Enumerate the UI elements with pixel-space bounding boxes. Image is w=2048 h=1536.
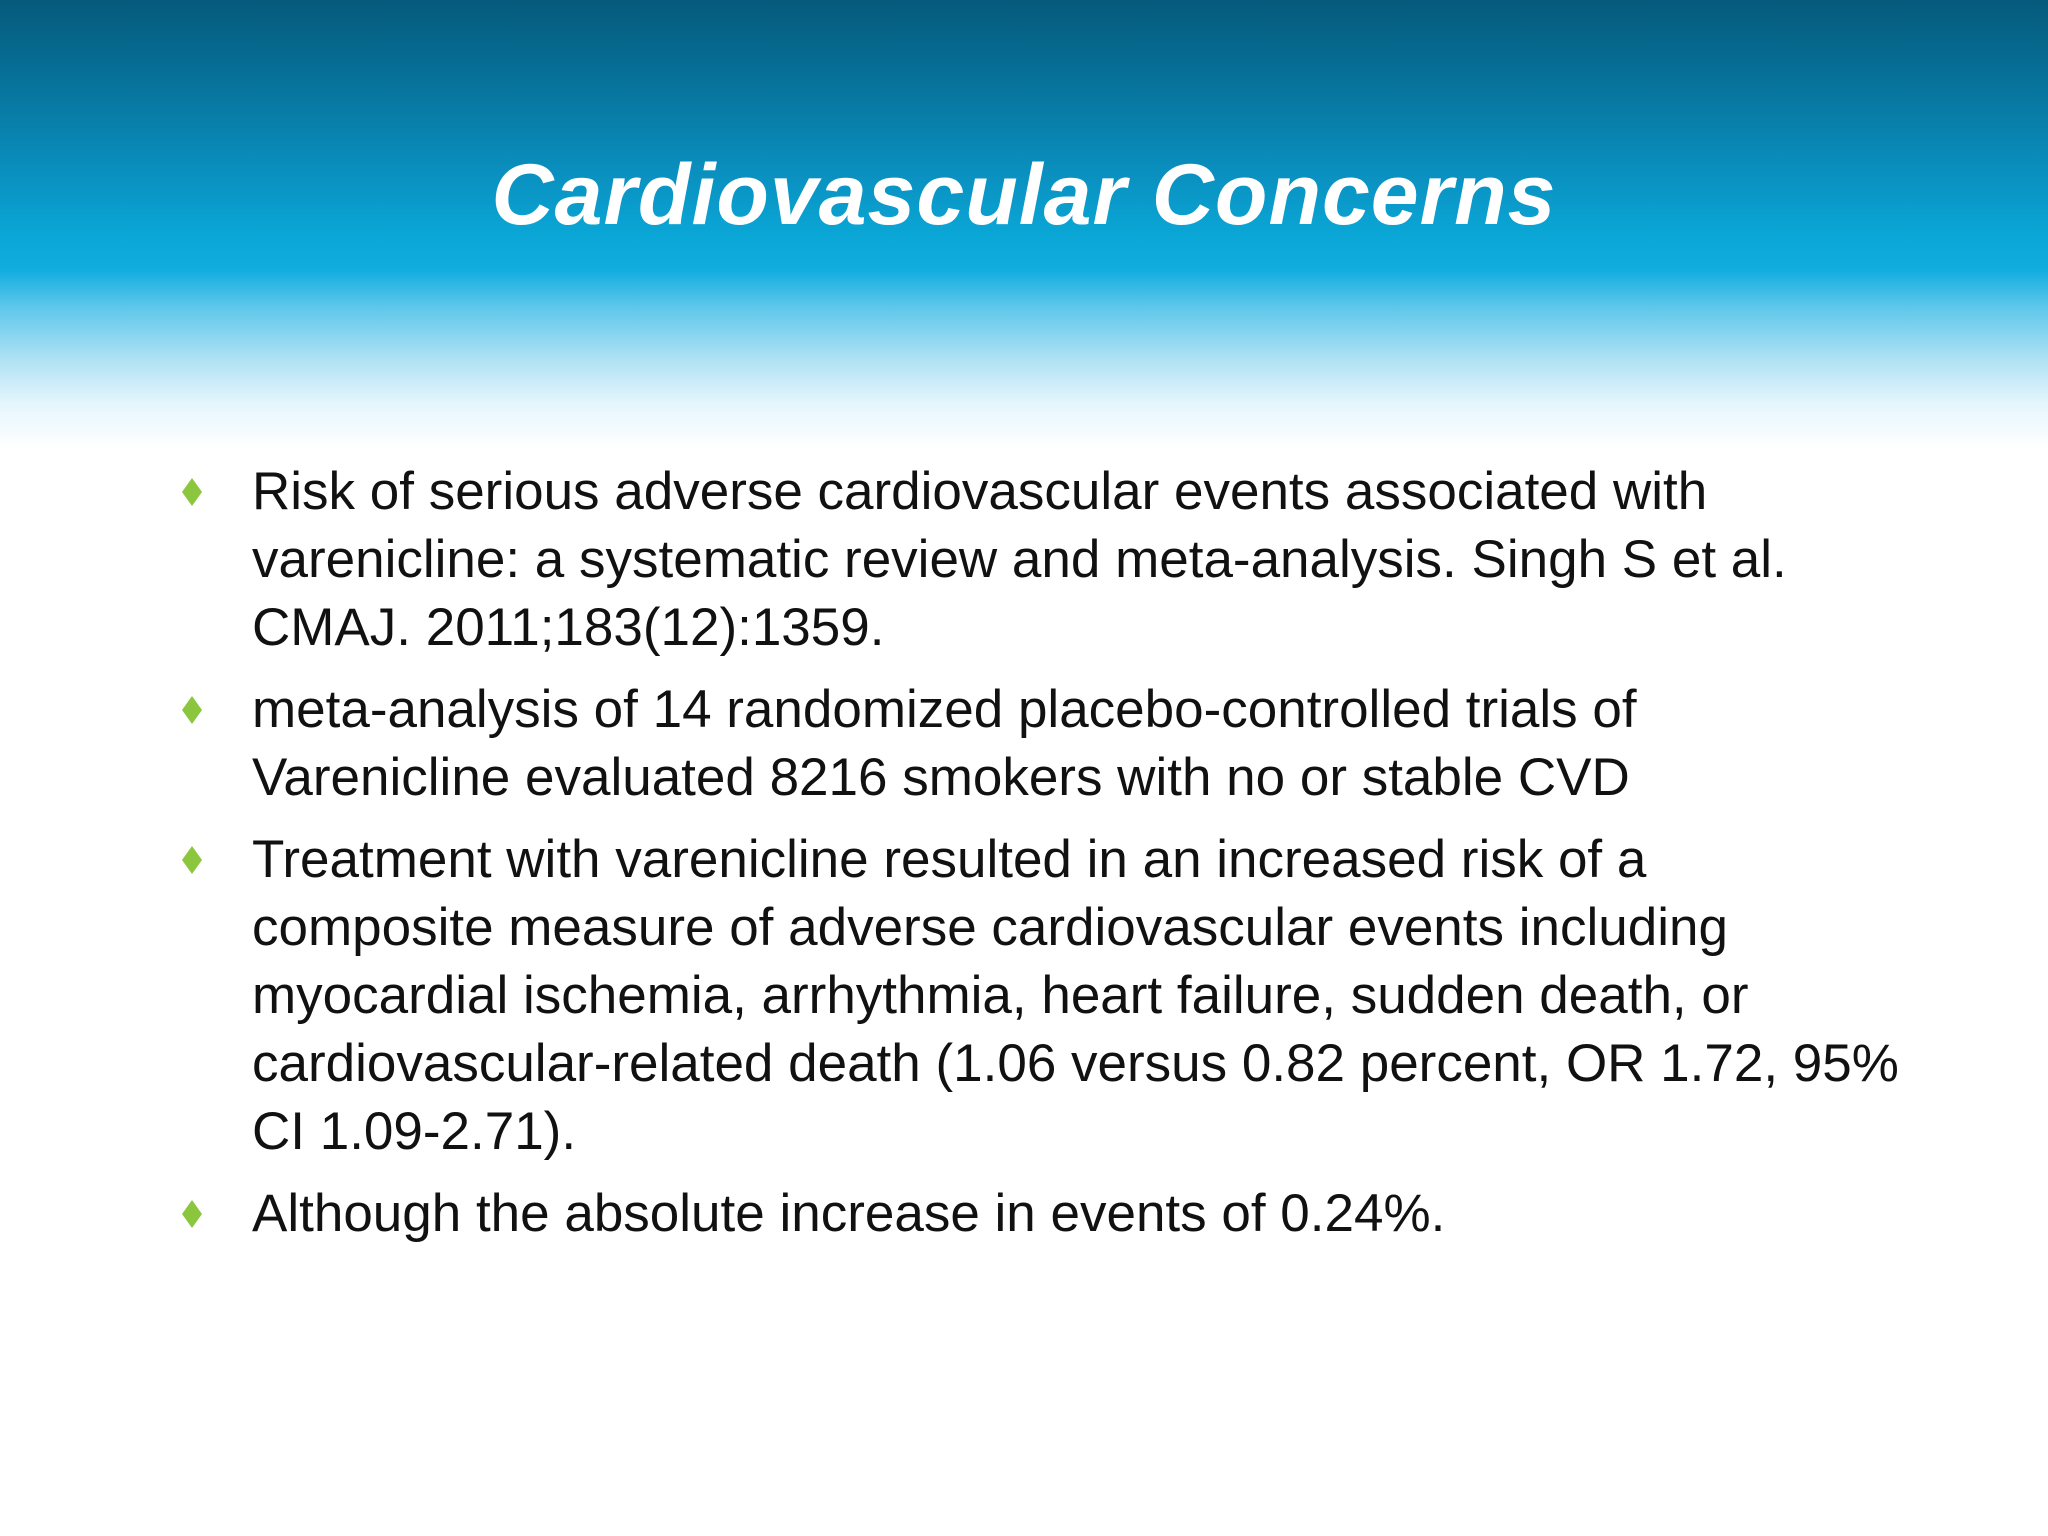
bullet-list bbox=[180, 458, 1900, 1262]
bullet-text: meta-analysis of 14 randomized placebo-controlled trials of Varenicline evaluated 8216 smokers with no or stable CVD bbox=[252, 680, 1637, 807]
bullet-item bbox=[180, 826, 1900, 1166]
bullet-text: Although the absolute increase in events of 0.24%. bbox=[252, 1184, 1446, 1243]
bullet-item bbox=[180, 1180, 1900, 1248]
green-diamond-icon bbox=[182, 846, 202, 874]
green-diamond-icon bbox=[182, 478, 202, 506]
bullet-item bbox=[180, 458, 1900, 662]
bullet-item bbox=[180, 676, 1900, 812]
bullet-text: Treatment with varenicline resulted in an increased risk of a composite measure of adverse cardiovascular events including myocardial ischemia, arrhythmia, heart failure, sudden death, or cardiovascular-related death (1.06 versus 0.82 percent, OR 1.72, 95% CI 1.09-2.71). bbox=[252, 830, 1899, 1161]
bullet-text: Risk of serious adverse cardiovascular events associated with varenicline: a systematic review and meta-analysis. Singh S et al. CMAJ. 2011;183(12):1359. bbox=[252, 462, 1787, 657]
slide-title: Cardiovascular Concerns bbox=[491, 147, 1557, 243]
green-diamond-icon bbox=[182, 1200, 202, 1228]
green-diamond-icon bbox=[182, 696, 202, 724]
